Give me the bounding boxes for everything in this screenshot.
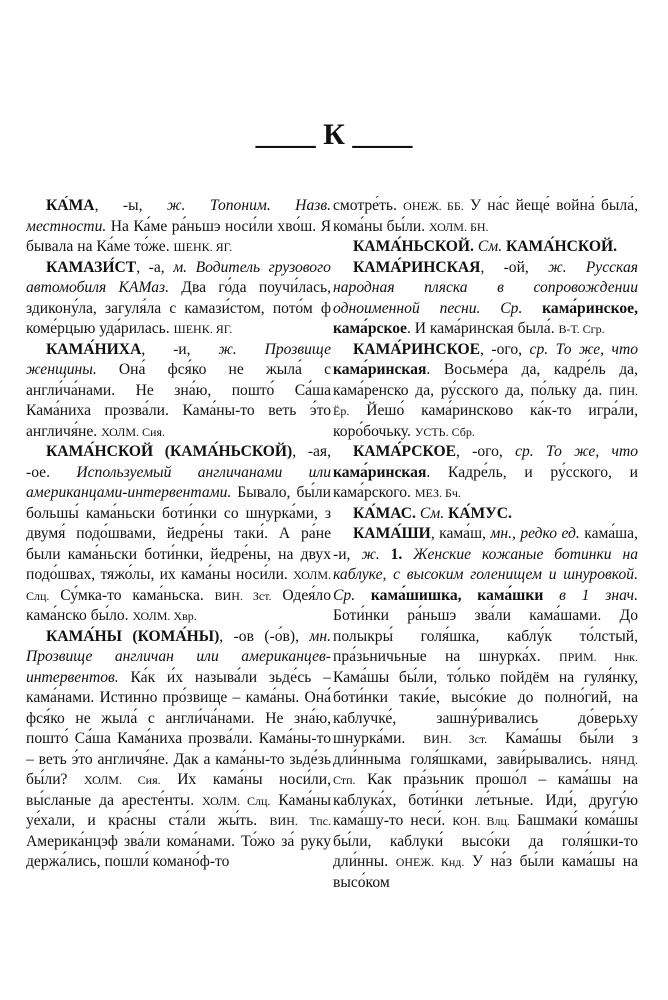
source-abbrev: ХОЛМ. Хвр. bbox=[132, 609, 197, 623]
source-abbrev: ПИН. Ёр. bbox=[333, 383, 638, 418]
source-abbrev: ВИН. Зст. bbox=[214, 588, 272, 603]
dictionary-entry bbox=[333, 258, 638, 340]
source-abbrev: ВИН. Тпс. bbox=[269, 814, 331, 828]
definition-text: Женские кожаные ботинки на каблуке, с высоким голенищем и шнуровкой. Ср. bbox=[333, 545, 638, 604]
example-text: Как пра́зьник прошо́л – кама́шы на каблука́х, боти́нки ле́тьные. Иди́, другу́ю кама́шу-то неси́. bbox=[333, 771, 638, 829]
dictionary-entry bbox=[26, 196, 331, 258]
definition-text: ж. bbox=[361, 545, 380, 563]
example-text: Бывало, бы́ли большы́ кама́ньски боти́нки со шнурка́ми, з двумя́ подо́швами, йедре́ны таки́. А ра́не были кама́ньски боти́нки, йедре́ны, на двух подо́швах, тяжо́лы, их кама́ны носи́ли. bbox=[26, 484, 331, 583]
example-text: . Кадре́ль, и ру́сского, и кама́рского. bbox=[333, 463, 638, 501]
headword: КАМА́РИНСКАЯ bbox=[353, 258, 481, 276]
example-text: , -ов (-о́в), bbox=[219, 627, 310, 645]
example-text: Одея́ло кама́нско бы́ло. bbox=[26, 586, 331, 624]
headword: 1. bbox=[379, 545, 403, 563]
source-abbrev: ОНЕЖ. Кнд. bbox=[395, 855, 465, 869]
example-text: У на́з бы́ли кама́шы на высо́ком bbox=[333, 853, 638, 891]
dictionary-entry bbox=[333, 340, 638, 443]
dictionary-entry bbox=[333, 237, 638, 258]
definition-text: мн., редко ед. bbox=[490, 525, 580, 542]
definition-text: Используемый англичанами или американцами-интервентами. bbox=[26, 463, 331, 501]
source-abbrev: МЕЗ. Бч. bbox=[414, 486, 461, 500]
definition-text: м. Водитель грузового автомобиля КАМаз. bbox=[26, 258, 331, 296]
headword: кама́ринская bbox=[333, 463, 427, 481]
example-text: , -а, bbox=[136, 258, 174, 276]
source-abbrev: ХОЛМ. Сия. bbox=[101, 424, 165, 439]
headword: КАМА́НЬСКОЙ. bbox=[353, 238, 474, 255]
source-abbrev: ХОЛМ. Слц. bbox=[26, 568, 331, 603]
headword: КАМА́ШИ bbox=[353, 525, 431, 542]
headword: кама́ринская bbox=[333, 361, 427, 378]
headword: КАМА́НСКОЙ. bbox=[502, 238, 618, 255]
example-text: , -ого, bbox=[480, 340, 530, 358]
example-text: У на́с йеще́ война́ была́, кома́ны бы́ли. bbox=[333, 197, 638, 235]
section-letter-heading: ____ К ____ bbox=[255, 118, 413, 151]
source-abbrev: ХОЛМ. Слц. bbox=[202, 793, 271, 808]
example-text: Их кама́ны носи́ли, вы́сланые да аресте́нты. bbox=[26, 771, 331, 809]
definition-text: См. bbox=[415, 504, 445, 522]
example-text: На Ка́ме ра́ньшэ носи́ли хво́ш. Я бывала на Ка́ме то́же. bbox=[26, 217, 331, 255]
source-abbrev: ШЕНК. ЯГ. bbox=[173, 240, 233, 254]
headword: КА́МА bbox=[46, 197, 95, 214]
example-text: , -ой, bbox=[480, 258, 549, 276]
source-abbrev: В-Т. Сгр. bbox=[558, 322, 605, 336]
example-text: Два го́да поучи́лась, здикону́ла, загуля́ла с камази́стом, пото́м ф коме́рцыю уда́рилась. bbox=[26, 279, 331, 337]
example-text: Йешо́ кама́ринсково ка́к-то игра́ли, коро́бочьку. bbox=[333, 402, 638, 440]
source-abbrev: НЯНД. Стп. bbox=[333, 752, 638, 787]
example-text: , -и, bbox=[141, 340, 219, 358]
dictionary-entry bbox=[26, 627, 331, 873]
headword: КА́МАС. bbox=[353, 504, 416, 522]
left-column bbox=[26, 196, 331, 996]
definition-text: мн. Прозвище англичан или американцев-интервентов. bbox=[26, 627, 331, 686]
headword: КАМА́НИХА bbox=[46, 340, 142, 358]
example-text: , -ы, bbox=[94, 197, 167, 214]
source-abbrev: УСТЬ. Сбр. bbox=[414, 424, 475, 439]
dictionary-entry bbox=[26, 340, 331, 443]
definition-text: ср. То же, что bbox=[515, 443, 638, 460]
dictionary-entry bbox=[26, 258, 331, 340]
dictionary-entry bbox=[333, 442, 638, 504]
headword: КА́МУС. bbox=[444, 504, 512, 522]
definition-text: ж. Топоним. Назв. местности. bbox=[26, 197, 331, 235]
example-text: Кама́ны уе́хали, и кра́сны ста́ли жы́ть. bbox=[26, 791, 331, 829]
source-abbrev: ШЕНК. ЯГ. bbox=[173, 322, 233, 336]
dictionary-entry bbox=[333, 196, 638, 237]
headword: КАМА́РСКОЕ bbox=[353, 443, 456, 460]
headword: КАМА́НСКОЙ (КАМА́НЬСКОЙ) bbox=[46, 443, 293, 460]
example-text: Башмаки́ кома́шы бы́ли, каблуки́ высо́ки да голя́шки-то дли́нны. bbox=[333, 812, 638, 870]
headword: КАМАЗИ́СТ bbox=[46, 258, 137, 276]
headword: кама́шишка, кама́шки bbox=[355, 586, 544, 604]
example-text: . Восьме́ра да, кадре́ль да, кама́ренско да, ру́сского да, по́льку да. bbox=[333, 361, 638, 399]
headword: кама́ринское, кама́рское bbox=[333, 299, 638, 337]
source-abbrev: ВИН. Зст. bbox=[423, 732, 488, 746]
source-abbrev: ПРИМ. Ннк. bbox=[558, 650, 638, 664]
example-text: , кама́ш, bbox=[430, 525, 491, 542]
definition-text: ж. Русская народная пляска в сопровождении одноименной песни. Ср. bbox=[333, 258, 638, 317]
source-abbrev: ОНЕЖ. ББ. bbox=[403, 199, 464, 213]
definition-text: См. bbox=[473, 238, 503, 255]
definition-text: ж. Прозвище женщины. bbox=[26, 340, 331, 378]
headword: КАМА́НЫ (КОМА́НЫ) bbox=[46, 627, 220, 645]
definition-text: ср. То же, что bbox=[529, 340, 638, 358]
example-text: кама́ша, -и, bbox=[333, 525, 638, 563]
source-abbrev: ХОЛМ. Сия. bbox=[84, 773, 161, 787]
example-text: . И кама́ринская была́. bbox=[406, 320, 559, 337]
example-text: Она́ фся́ко не жыла́ с англи́ча́нами. Не зна́ю, пошто́ Са́ша Кама́ниха прозва́ли. Кама́ны-то веть э́то англичя́не. bbox=[26, 361, 331, 440]
example-text: , -ого, bbox=[455, 443, 516, 460]
dictionary-entry bbox=[333, 504, 638, 525]
example-text: , -ая, -ое. bbox=[26, 443, 331, 481]
dictionary-entry bbox=[26, 442, 331, 627]
example-text: Боти́нки ра́ньшэ зва́ли кама́шами. До полыкры́ голя́шка, каблу́к то́лстый, пра́зьничьные на шнурка́х. bbox=[333, 607, 638, 665]
source-abbrev: ХОЛМ. БН. bbox=[429, 219, 489, 234]
source-abbrev: КОН. Влц. bbox=[452, 814, 510, 828]
definition-text: в 1 знач. bbox=[543, 586, 638, 604]
dictionary-entry bbox=[333, 524, 638, 893]
headword: КАМА́РИНСКОЕ bbox=[353, 340, 481, 358]
example-text: Кама́шы бы́ли з дли́нныма голя́шками, зави́рывались. bbox=[333, 730, 638, 768]
example-text: Су́мка-то кама́ньска. bbox=[49, 586, 215, 604]
example-text: Ка́к и́х называ́ли зьде́сь – кама́нами. Истинно про́звище – кама́ны. Она́ фся́ко не жыла́ с англи́ча́нами. Не зна́ю, пошто́ Са́ша Кама́ниха прозва́ли. Кама́ны-то – веть э́то англичя́не. Дак а кама́ны-то зьде́зь бы́ли? bbox=[26, 668, 331, 788]
example-text: Америка́нцэф зва́ли кома́нами. То́жо за́ руку держа́лись, пошли́ комано́ф-то bbox=[26, 832, 331, 870]
example-text: Кама́шы бы́ли, то́лько пойдём на гуля́нку, боти́нки таки́е, высо́кие до полно́гий, на каблучке́, зашну́ривались до́верьху шнурка́ми. bbox=[333, 668, 638, 747]
example-text: смотре́ть. bbox=[333, 197, 404, 214]
right-column bbox=[333, 196, 638, 996]
